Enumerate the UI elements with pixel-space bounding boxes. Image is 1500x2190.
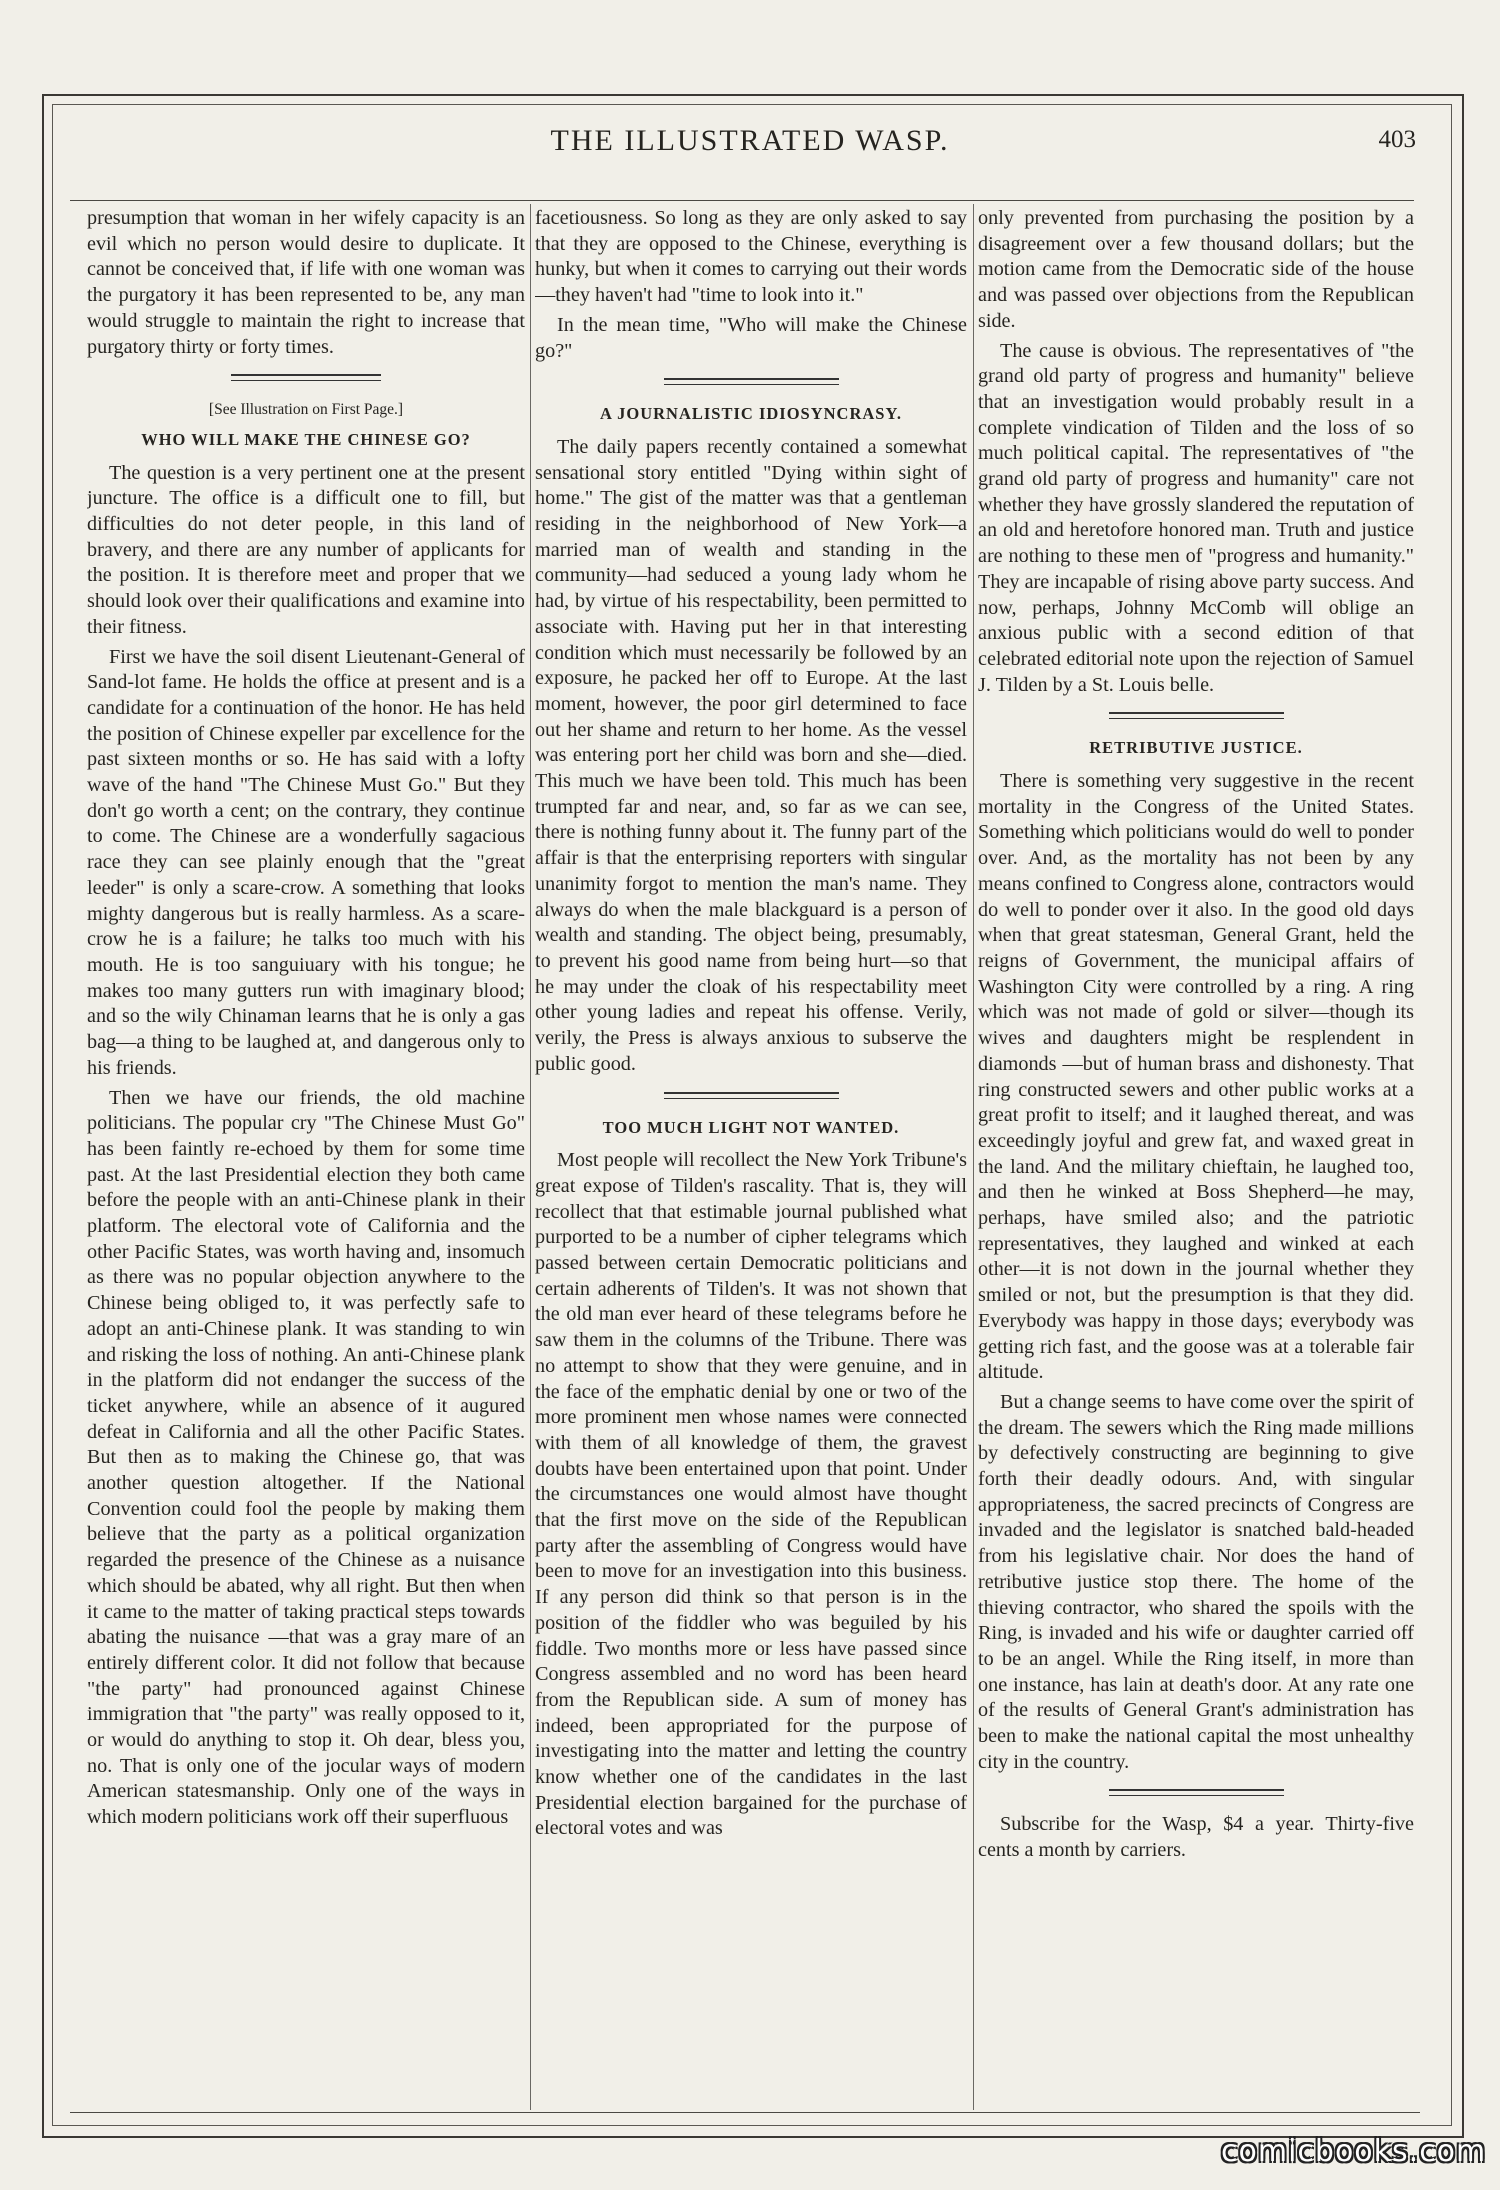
article-paragraph: First we have the soil disent Lieutenant-General of Sand-lot fame. He holds the office at present and is a candidate for a continuation of the honor. He has held the position of Chinese expeller par excellence for the past sixteen months or so. He has said with a lofty wave of the hand "The Chinese Must Go." But they don't go worth a cent; on the contrary, they continue to come. The Chinese are a wonderfully sagacious race they can see plainly enough that the "great leeder" is only a scare-crow. A something that looks mighty dangerous but is really harmless. As a scare-crow he is a failure; he talks too much with his mouth. He is too sanguiuary with his tongue; he makes too many gutters run with imaginary blood; and so the wily Chinaman learns that he is only a gas bag—a thing to be laughed at, and dangerous only to his friends. [87,645,525,1079]
article-paragraph: presumption that woman in her wifely capacity is an evil which no person would desire to duplicate. It cannot be conceived that, if life with one woman was the purgatory it has been represented to be, any man would struggle to maintain the right to increase that purgatory thirty or forty times. [87,207,525,358]
article-heading: A JOURNALISTIC IDIOSYNCRASY. [600,404,902,424]
article-paragraph: The daily papers recently contained a somewhat sensational story entitled "Dying within sight of home." The gist of the matter was that a gentleman residing in the neighborhood of New York—a married man of wealth and standing in the community—had seduced a young lady whom he had, by virtue of his respectability, been permitted to associate with. Having put her in that interesting condition which must necessarily be followed by an exposure, he packed her off to Europe. At the last moment, however, the poor girl determined to face out her shame and return to her home. As the vessel was entering port her child was born and she—died. This much we have been told. This much has been trumpted far and near, and, so far as we can see, there is nothing funny about it. The funny part of the affair is that the enterprising reporters with singular unanimity forgot to mention the man's name. They always do when the male blackguard is a person of wealth and standing. The object being, presumably, to prevent his good name from being hurt—so that he may under the cloak of his respectability meet other young ladies and repeat his offense. Verily, verily, the Press is always anxious to subserve the public good. [535,435,967,1075]
column-divider-2 [973,204,974,2110]
article-paragraph: only prevented from purchasing the position by a disagreement over a few thousand dollars; but the motion came from the Democratic side of the house and was passed over objections from the Republican side. [978,207,1414,332]
subscription-notice: Subscribe for the Wasp, $4 a year. Thirty-five cents a month by carriers. [978,1813,1414,1862]
article-paragraph: facetiousness. So long as they are only asked to say that they are opposed to the Chinese, everything is hunky, but when it comes to carrying out their words—they haven't had "time to look into it." [535,207,967,307]
section-separator [664,378,839,385]
page-number: 403 [1378,126,1416,153]
article-paragraph: The cause is obvious. The representatives of "the grand old party of progress and humanity" believe that an investigation would probably result in a complete vindication of Tilden and the loss of so much political capital. The representatives of "the grand old party of progress and humanity" care not whether they have grossly slandered the reputation of an old and heretofore honored man. Truth and justice are nothing to these men of "progress and humanity." They are incapable of rising above party success. And now, perhaps, Johnny McComb will oblige an anxious public with a second edition of that celebrated editorial note upon the rejection of Samuel J. Tilden by a St. Louis belle. [978,339,1414,696]
column-2 [535,206,967,2110]
column-3 [978,206,1414,2110]
article-paragraph: Most people will recollect the New York Tribune's great expose of Tilden's rascality. That is, they will recollect that that estimable journal published what purported to be a number of cipher telegrams which passed between certain Democratic politicians and certain adherents of Tilden's. It was not shown that the old man ever heard of these telegrams before he saw them in the columns of the Tribune. There was no attempt to show that they were genuine, and in the face of the emphatic denial by one or two of the more prominent men whose names were connected with them of all knowledge of them, the gravest doubts have been entertained upon that point. Under the circumstances one would almost have thought that the first move on the side of the Republican party after the assembling of Congress would have been to move for an investigation into this business. If any person did think so that person is in the position of the fiddler who was beguiled by his fiddle. Two months more or less have passed since Congress assembled and no word has been heard from the Republican side. A sum of money has indeed, been appropriated for the purpose of investigating into the matter and letting the country know whether one of the candidates in the last Presidential election bargained for the purchase of electoral votes and was [535,1149,967,1840]
column-1 [87,206,525,2110]
bottom-rule [70,2112,1420,2113]
article-paragraph: There is something very suggestive in the recent mortality in the Congress of the United States. Something which politicians would do well to ponder over. And, as the mortality has not been by any means confined to Congress alone, contractors would do well to ponder over it also. In the good old days when that great statesman, General Grant, held the reigns of Government, the municipal affairs of Washington City were controlled by a ring. A ring which was not made of gold or silver—though its wives and daughters might be resplendent in diamonds —but of human brass and dishonesty. That ring constructed sewers and other public works at a great profit to itself; and it laughed thereat, and was exceedingly joyful and grew fat, and waxed great in the land. And the military chieftain, he laughed too, and then he winked at Boss Shepherd—he may, perhaps, have smiled also; and the patriotic representatives, they laughed and winked at each other—it is not down in the journal whether they smiled or not, but the presumption is that they did. Everybody was happy in those days; everybody was getting rich fast, and the goose was at a tolerable fair altitude. [978,770,1414,1384]
article-heading: WHO WILL MAKE THE CHINESE GO? [141,429,471,449]
header-rule [70,200,1414,201]
article-paragraph: But a change seems to have come over the spirit of the dream. The sewers which the Ring made millions by defectively constructing are beginning to give forth their deadly odours. And, with singular appropriateness, the sacred precincts of Congress are invaded and the legislator is snatched bald-headed from his legislative chair. Nor does the hand of retributive justice stop there. The home of the thieving contractor, who shared the spoils with the Ring, is invaded and his wife or daughter carried off to be an angel. While the Ring itself, in more than one instance, has lain at death's door. At any rate one of the results of General Grant's administration has been to make the national capital the most unhealthy city in the country. [978,1390,1414,1773]
section-separator [231,374,381,381]
article-heading: TOO MUCH LIGHT NOT WANTED. [602,1117,900,1137]
page-header [70,118,1430,172]
section-separator [1109,1789,1284,1796]
column-divider-1 [530,204,531,2110]
masthead-title: THE ILLUSTRATED WASP. [550,124,950,157]
article-paragraph: The question is a very pertinent one at the present juncture. The office is a difficult one to fill, but difficulties do not deter people, in this land of bravery, and there are any number of applicants for the position. It is therefore meet and proper that we should look over their qualifications and examine into their fitness. [87,461,525,638]
section-separator [1109,712,1284,719]
illustration-note: [See Illustration on First Page.] [208,401,404,419]
article-heading: RETRIBUTIVE JUSTICE. [1089,738,1303,758]
article-paragraph: Then we have our friends, the old machine politicians. The popular cry "The Chinese Must Go" has been faintly re-echoed by them for some time past. At the last Presidential election they both came before the people with an anti-Chinese plank in their platform. The electoral vote of California and the other Pacific States, was worth having and, insomuch as there was no popular objection anywhere to the Chinese being obliged to, it was perfectly safe to adopt an anti-Chinese plank. It was standing to win and risking the loss of nothing. An anti-Chinese plank in the platform did not endanger the success of the ticket anywhere, while an absence of it augured defeat in California and all the other Pacific States. But then as to making the Chinese go, that was another question altogether. If the National Convention could fool the people by making them believe that the party as a political organization regarded the presence of the Chinese as a nuisance which should be abated, why all right. But then when it came to the matter of taking practical steps towards abating the nuisance —that was a gray mare of an entirely different color. It did not follow that because "the party" had pronounced against Chinese immigration that "the party" was really opposed to it, or would do anything to stop it. Oh dear, bless you, no. That is only one of the jocular ways of modern American statesmanship. Only one of the ways in which modern politicians work off their superfluous [87,1086,525,1829]
watermark-logo: comicbooks.com [1221,2134,1487,2169]
article-paragraph: In the mean time, "Who will make the Chinese go?" [535,313,967,362]
section-separator [664,1092,839,1099]
